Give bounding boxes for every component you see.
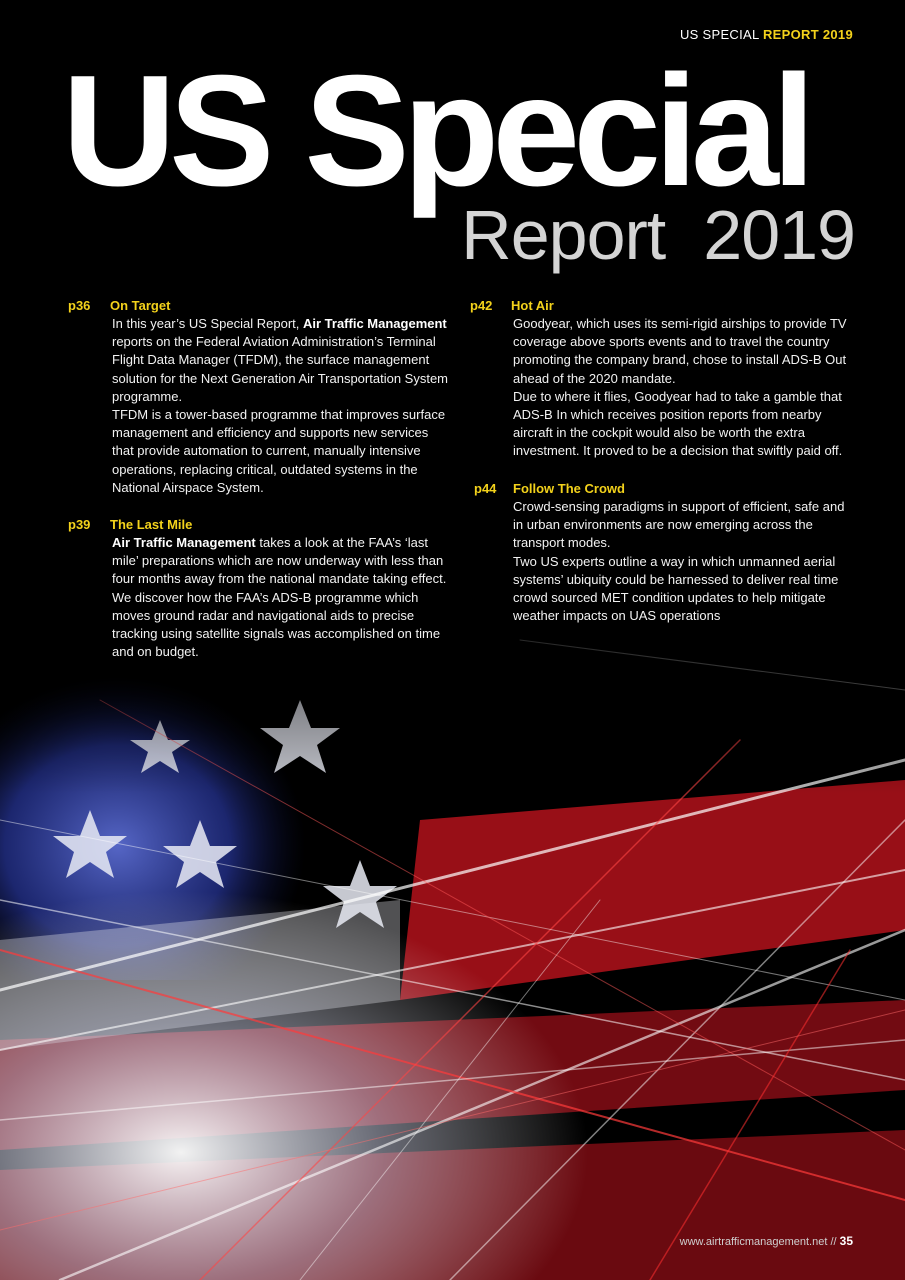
page-number: 35 <box>839 1234 853 1248</box>
section-tag-prefix: US SPECIAL <box>679 27 760 42</box>
entry-title: Hot Air <box>511 298 554 313</box>
entry-text: reports on the Federal Aviation Administration’s Terminal Flight Data Manager (TFDM), the surface management solution for the Next Generation Air Transportation System programme. <box>112 334 449 404</box>
entry-paragraph: Crowd-sensing paradigms in support of efficient, safe and in urban environments are now emerging across the transport modes. <box>513 499 845 551</box>
page-footer <box>680 1234 853 1248</box>
entry-body <box>513 498 853 625</box>
website-url: www.airtrafficmanagement.net <box>679 1236 828 1248</box>
entry-title: On Target <box>110 298 171 313</box>
contents-entry-hot-air <box>470 297 860 467</box>
subtitle-year: 2019 <box>703 196 855 274</box>
entry-title: Follow The Crowd <box>513 481 625 496</box>
entry-paragraph: We discover how the FAA’s ADS-B programme which moves ground radar and navigational aids to precise tracking using satellite signals was accomplished on time and on budget. <box>112 589 441 660</box>
entry-paragraph: Due to where it flies, Goodyear had to take a gamble that ADS-B In which receives position reports from nearby aircraft in the cockpit would also be worth the extra investment. It proved to be a decision that swiftly paid off. <box>513 388 843 459</box>
entry-body <box>112 534 452 661</box>
footer-separator: // <box>827 1236 840 1248</box>
entry-paragraph: Goodyear, which uses its semi-rigid airships to provide TV coverage above sports events and to travel the country promoting the company brand, chose to install ADS-B Out ahead of the 2020 mandate. <box>513 316 847 386</box>
contents-entry-the-last-mile <box>68 516 458 660</box>
entry-paragraph: Two US experts outline a way in which unmanned aerial systems’ ubiquity could be harnessed to deliver real time crowd sourced MET condition updates to help mitigate weather impacts on UAS operations <box>513 553 839 624</box>
publication-name: Air Traffic Management <box>112 535 256 550</box>
entry-page-number: p44 <box>474 481 497 496</box>
page-subtitle <box>461 196 855 274</box>
section-tag <box>680 27 853 42</box>
entry-paragraph <box>112 534 452 589</box>
entry-page-number: p42 <box>470 298 493 313</box>
entry-text: takes a look at the FAA’s ‘last mile’ preparations which are now underway with less than four months away from the national mandate taking effect. <box>112 535 447 587</box>
entry-page-number: p39 <box>68 517 91 532</box>
section-tag-highlight: REPORT 2019 <box>762 27 853 42</box>
entry-paragraph <box>112 315 448 406</box>
entry-page-number: p36 <box>68 298 91 313</box>
entry-body <box>513 315 858 461</box>
page-title: US Special <box>62 43 809 219</box>
entry-title: The Last Mile <box>110 517 193 532</box>
publication-name: Air Traffic Management <box>303 316 447 331</box>
entry-text: In this year’s US Special Report, <box>112 316 303 331</box>
entry-paragraph: TFDM is a tower-based programme that improves surface management and efficiency and supports new services that provide automation to current, manually intensive operations, replacing critical, outdated systems in the National Airspace System. <box>112 407 446 495</box>
contents-entry-follow-the-crowd <box>474 480 864 630</box>
subtitle-word: Report <box>461 196 666 274</box>
contents-entry-on-target <box>68 297 458 507</box>
entry-body <box>112 315 448 497</box>
